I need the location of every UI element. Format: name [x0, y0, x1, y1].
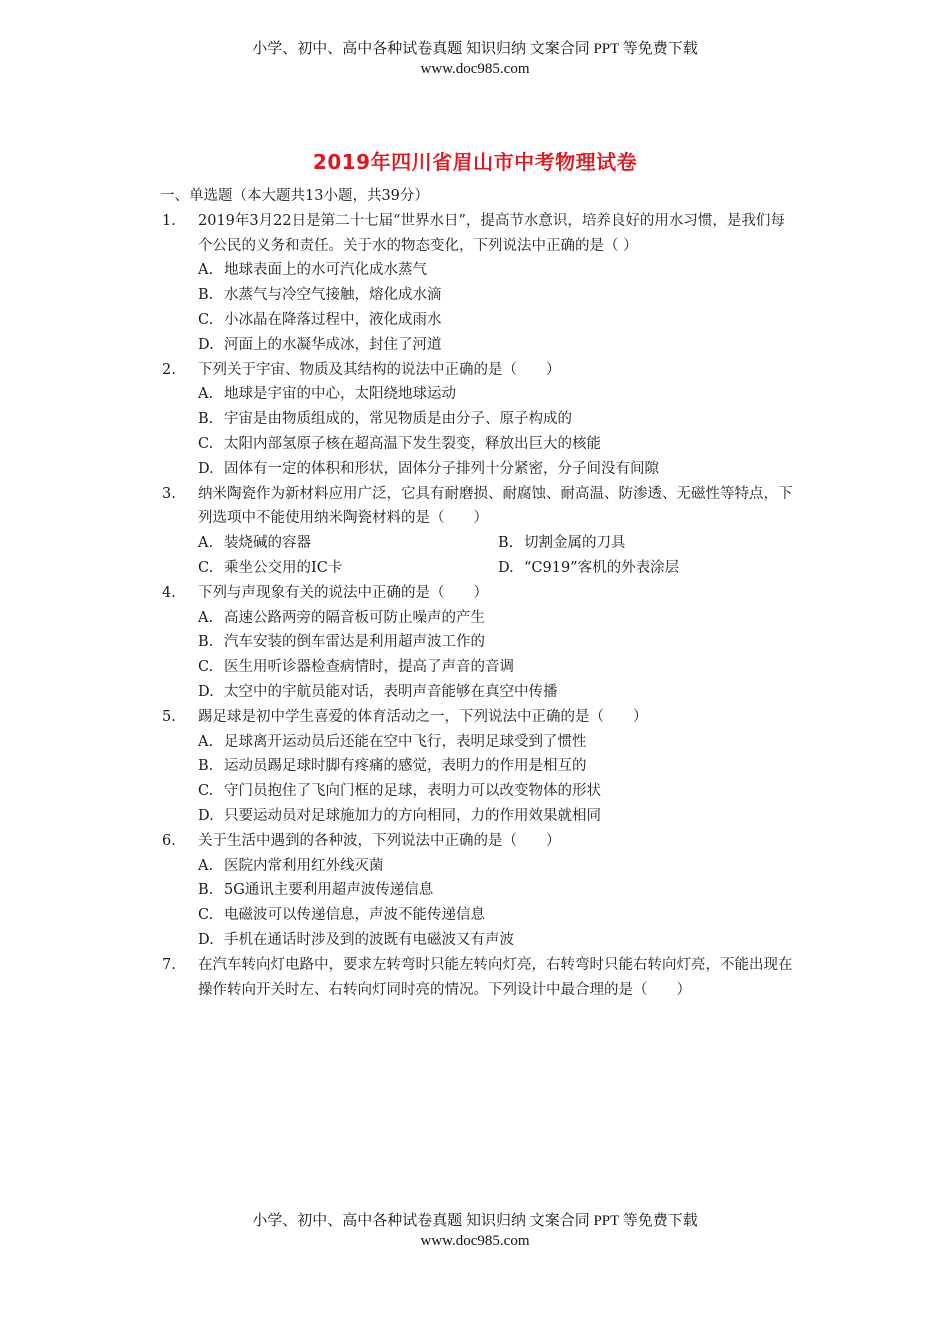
- page-footer: [0, 1211, 950, 1251]
- question-7: [158, 953, 798, 1003]
- question-number: 1.: [162, 212, 176, 229]
- question-stem: 下列关于宇宙、物质及其结构的说法中正确的是（ ）: [198, 361, 561, 378]
- question-3: [158, 482, 798, 581]
- question-stem: 纳米陶瓷作为新材料应用广泛，它具有耐磨损、耐腐蚀、耐高温、防渗透、无磁性等特点，下列选项中不能使用纳米陶瓷材料的是（ ）: [198, 485, 793, 527]
- option-b: B. 5G通讯主要利用超声波传递信息: [198, 882, 434, 899]
- option-b: B. 汽车安装的倒车雷达是利用超声波工作的: [198, 634, 485, 651]
- option-c: C. 电磁波可以传递信息，声波不能传递信息: [198, 907, 485, 924]
- options-list: [198, 382, 798, 481]
- option-a: A. 装烧碱的容器: [198, 535, 311, 552]
- question-stem: 下列与声现象有关的说法中正确的是（ ）: [198, 584, 488, 601]
- options-list: [198, 531, 798, 581]
- option-a: A. 足球离开运动员后还能在空中飞行，表明足球受到了惯性: [198, 733, 587, 750]
- document-title: 2019年四川省眉山市中考物理试卷: [312, 150, 638, 174]
- question-stem: 踢足球是初中学生喜爱的体育活动之一，下列说法中正确的是（ ）: [198, 708, 648, 725]
- options-list: [198, 730, 798, 829]
- option-b: B. 宇宙是由物质组成的，常见物质是由分子、原子构成的: [198, 411, 572, 428]
- option-c: C. 医生用听诊器检查病情时，提高了声音的音调: [198, 659, 514, 676]
- option-d: D. 固体有一定的体积和形状，固体分子排列十分紧密，分子间没有间隙: [198, 460, 659, 477]
- question-1: [158, 209, 798, 358]
- question-number: 3.: [162, 485, 176, 502]
- option-c: C. 守门员抱住了飞向门框的足球，表明力可以改变物体的形状: [198, 783, 601, 800]
- question-number: 6.: [162, 832, 176, 849]
- section-heading: 一、单选题（本大题共13小题，共39分）: [160, 188, 429, 204]
- question-stem: 关于生活中遇到的各种波，下列说法中正确的是（ ）: [198, 832, 561, 849]
- options-list: [198, 606, 798, 705]
- question-2: [158, 358, 798, 482]
- question-4: [158, 581, 798, 705]
- option-d: D. 河面上的水凝华成冰，封住了河道: [198, 336, 442, 353]
- option-a: A. 地球是宇宙的中心，太阳绕地球运动: [198, 386, 456, 403]
- option-b: B. 运动员踢足球时脚有疼痛的感觉，表明力的作用是相互的: [198, 758, 587, 775]
- question-stem: 2019年3月22日是第二十七届“世界水日”，提高节水意识，培养良好的用水习惯，是我们每个公民的义务和责任。关于水的物态变化，下列说法中正确的是（ ）: [198, 212, 785, 254]
- footer-promo-text: 小学、初中、高中各种试卷真题 知识归纳 文案合同 PPT 等免费下载: [252, 1213, 698, 1229]
- question-number: 2.: [162, 361, 176, 378]
- option-a: A. 医院内常利用红外线灭菌: [198, 857, 384, 874]
- page-header: [0, 39, 950, 79]
- option-d: D. 手机在通话时涉及到的波既有电磁波又有声波: [198, 931, 514, 948]
- option-a: A. 地球表面上的水可汽化成水蒸气: [198, 262, 427, 279]
- header-site-link[interactable]: www.doc985.com: [420, 61, 530, 77]
- option-a: A. 高速公路两旁的隔音板可防止噪声的产生: [198, 609, 485, 626]
- option-c: C. 小冰晶在降落过程中，液化成雨水: [198, 311, 442, 328]
- question-stem: 在汽车转向灯电路中，要求左转弯时只能左转向灯亮，右转弯时只能右转向灯亮，不能出现在操作转向开关时左、右转向灯同时亮的情况。下列设计中最合理的是（ ）: [198, 956, 793, 998]
- exam-content: [158, 184, 798, 1002]
- option-d: D. “C919”客机的外表涂层: [498, 559, 680, 576]
- option-d: D. 只要运动员对足球施加力的方向相同，力的作用效果就相同: [198, 807, 601, 824]
- option-c: C. 乘坐公交用的IC卡: [198, 559, 343, 576]
- option-b: B. 水蒸气与冷空气接触，熔化成水滴: [198, 287, 442, 304]
- question-number: 5.: [162, 708, 176, 725]
- footer-site-link[interactable]: www.doc985.com: [420, 1233, 530, 1249]
- options-list: [198, 854, 798, 953]
- option-d: D. 太空中的宇航员能对话，表明声音能够在真空中传播: [198, 683, 558, 700]
- question-number: 4.: [162, 584, 176, 601]
- header-promo-text: 小学、初中、高中各种试卷真题 知识归纳 文案合同 PPT 等免费下载: [252, 41, 698, 57]
- question-number: 7.: [162, 956, 176, 973]
- options-list: [198, 258, 798, 357]
- question-5: [158, 705, 798, 829]
- option-c: C. 太阳内部氢原子核在超高温下发生裂变，释放出巨大的核能: [198, 435, 601, 452]
- question-6: [158, 829, 798, 953]
- option-b: B. 切割金属的刀具: [498, 535, 626, 552]
